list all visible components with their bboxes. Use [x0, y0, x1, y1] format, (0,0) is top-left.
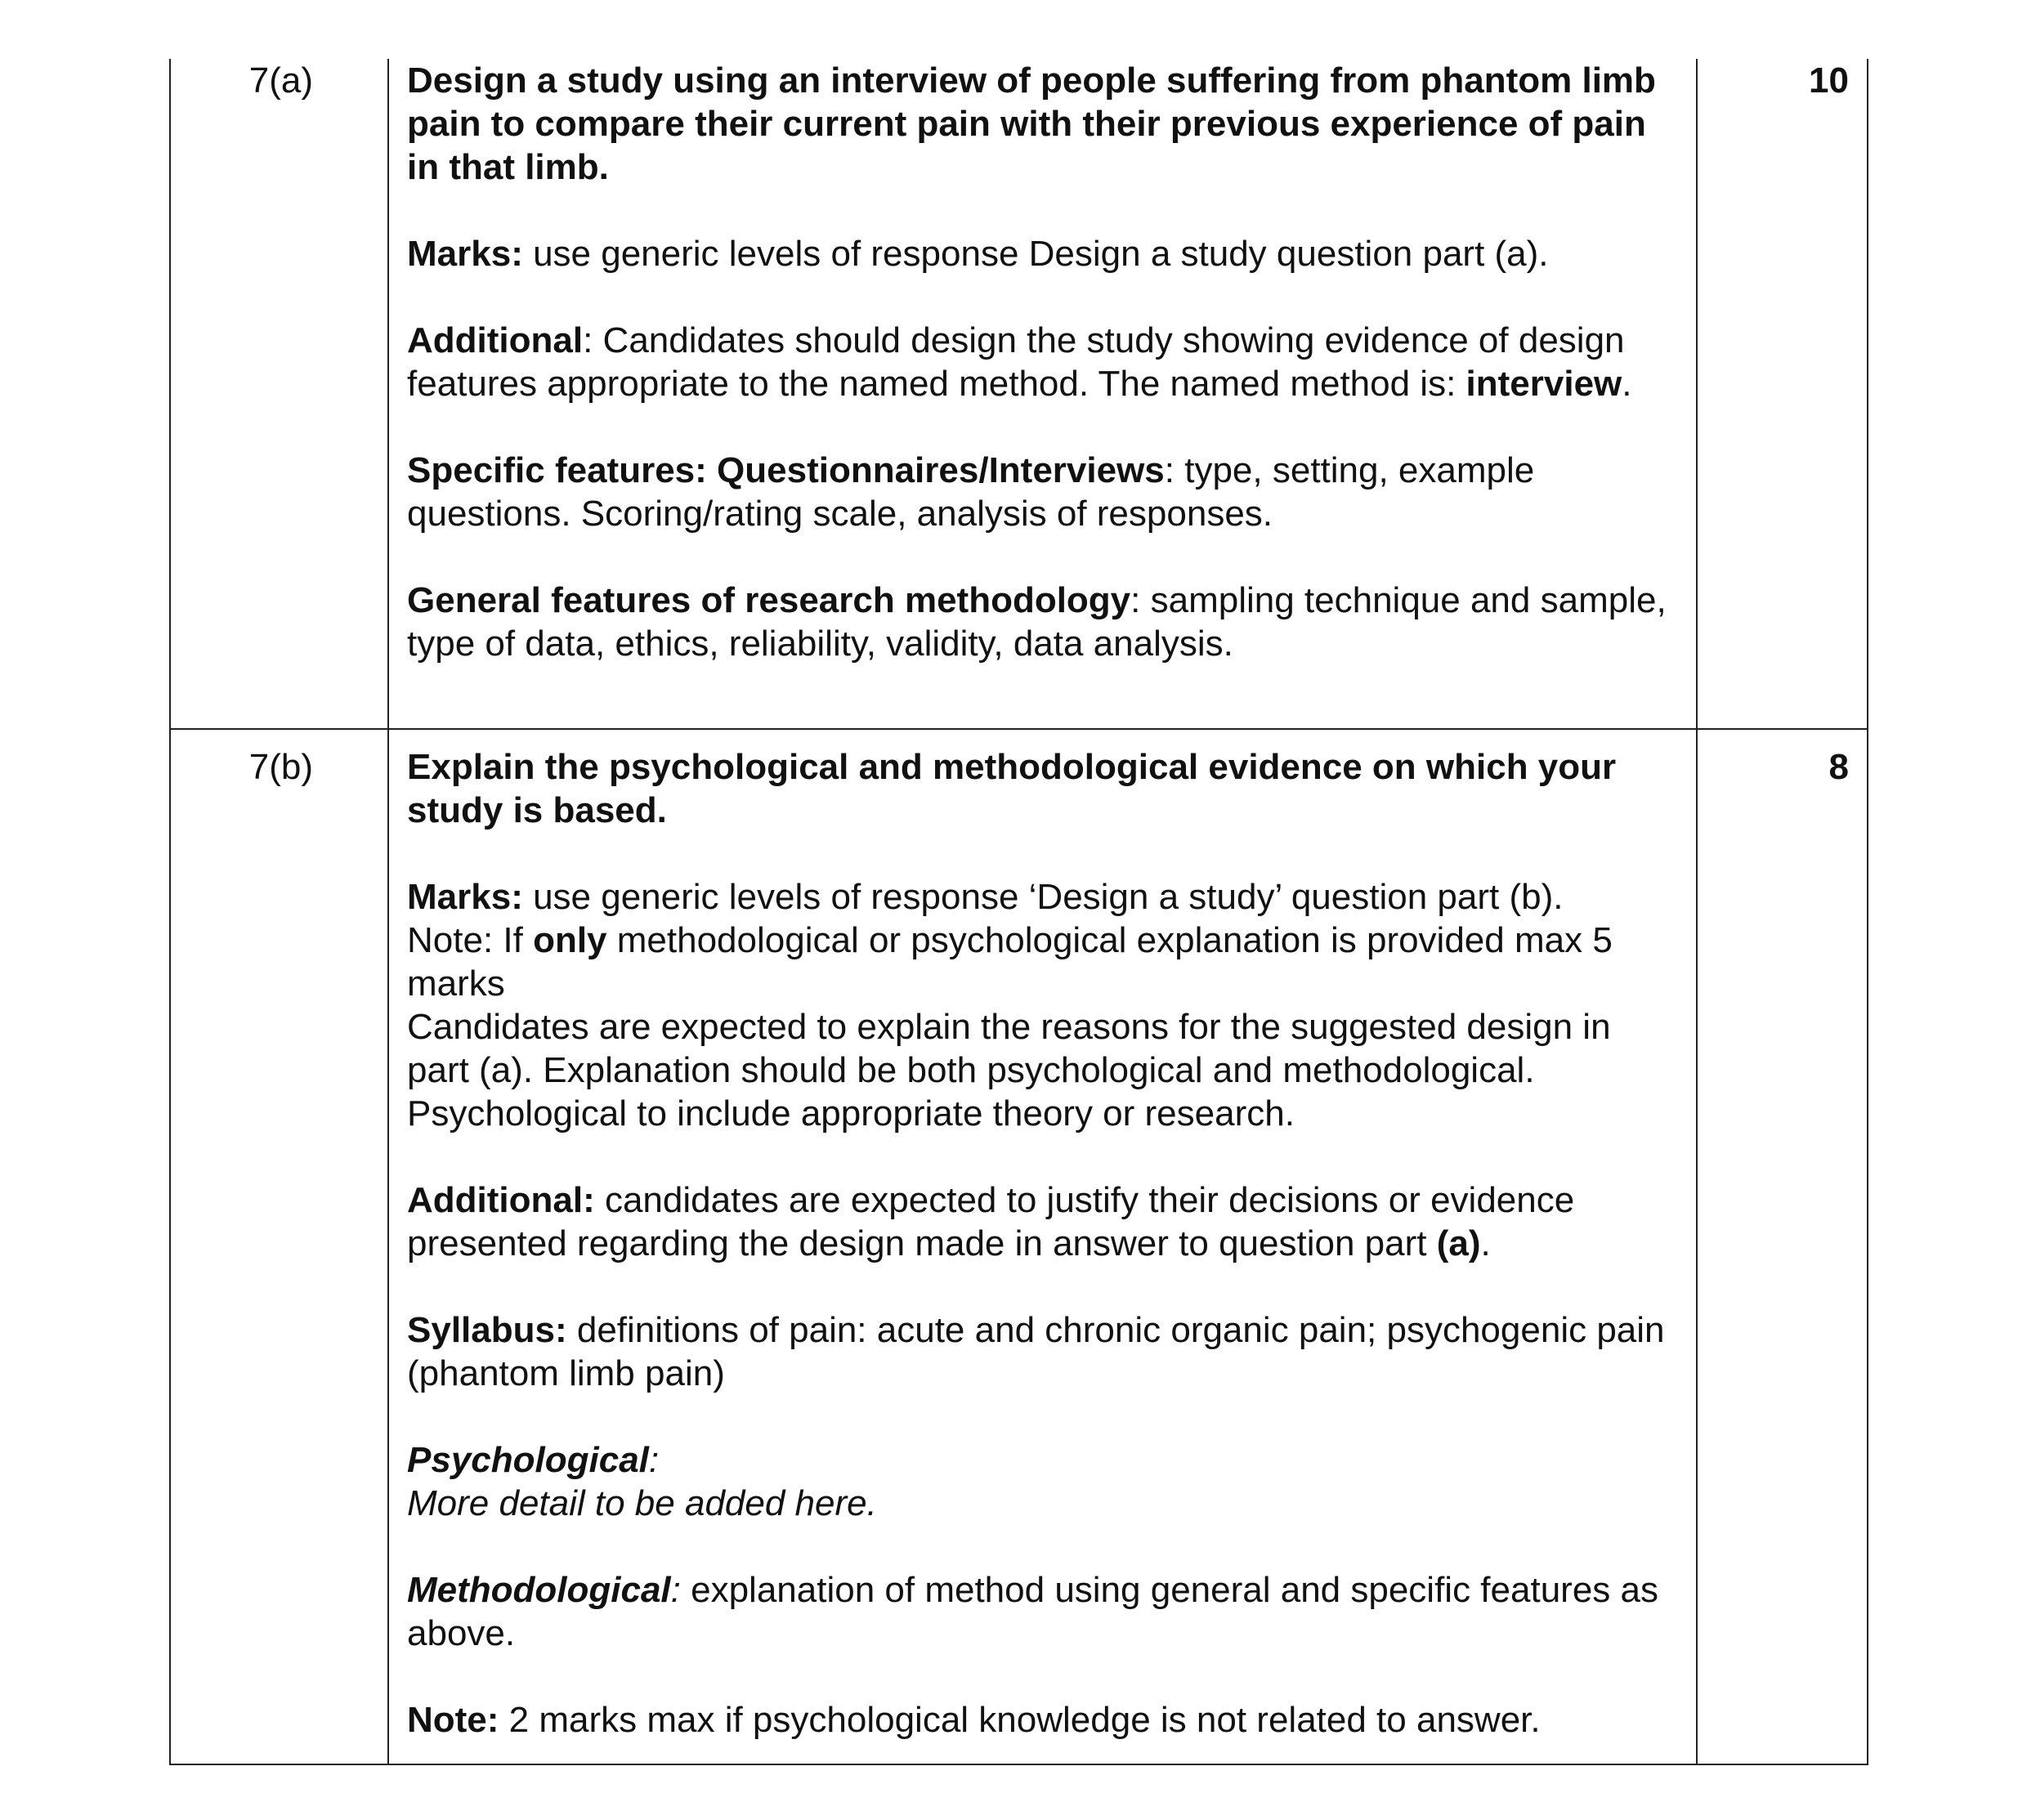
question-number-7b: 7(b) [248, 747, 313, 787]
additional-guidance-7b: Additional: candidates are expected to justify their decisions or evidence presented regarding the design made in answer to question part (a). [407, 1180, 1575, 1263]
methodological-section-7b: Methodological: explanation of method using general and specific features as above. [407, 1570, 1658, 1653]
column-divider-1 [387, 59, 389, 1765]
table-border-right [1867, 59, 1868, 1765]
table-border-bottom [169, 1764, 1868, 1765]
psychological-section-7b: Psychological: More detail to be added here. [407, 1440, 877, 1523]
answer-cell-7b [407, 745, 1682, 1742]
note-only-line: Note: If only methodological or psychological explanation is provided max 5 marks [407, 920, 1613, 1004]
row-divider [169, 728, 1868, 730]
mark-scheme-table [169, 59, 1868, 1765]
column-divider-2 [1696, 59, 1698, 1765]
question-prompt-7a: Design a study using an interview of people suffering from phantom limb pain to compare their current pain with their previous experience of pain in that limb. [407, 60, 1656, 187]
general-features-7a: General features of research methodology: sampling technique and sample, type of data, ethics, reliability, validity, data analysis. [407, 580, 1667, 664]
syllabus-7b: Syllabus: definitions of pain: acute and chronic organic pain; psychogenic pain (phantom limb pain) [407, 1310, 1665, 1393]
answer-cell-7a [407, 59, 1682, 665]
expected-explanation: Candidates are expected to explain the reasons for the suggested design in part (a). Explanation should be both psychological and methodological. Psychological to include appropriate theory or research. [407, 1007, 1611, 1134]
specific-features-7a: Specific features: Questionnaires/Interviews: type, setting, example questions. Scoring/rating scale, analysis of responses. [407, 450, 1535, 534]
table-border-left [169, 59, 171, 1765]
additional-guidance-7a: Additional: Candidates should design the study showing evidence of design features appropriate to the named method. The named method is: interview. [407, 320, 1632, 404]
question-number-7a: 7(a) [248, 60, 313, 101]
marks-value-7b: 8 [1828, 747, 1849, 787]
marks-value-7a: 10 [1809, 60, 1849, 101]
question-prompt-7b: Explain the psychological and methodological evidence on which your study is based. [407, 747, 1617, 830]
marks-guidance-7a: Marks: use generic levels of response Design a study question part (a). [407, 234, 1549, 274]
marks-guidance-7b: Marks: use generic levels of response ‘Design a study’ question part (b). Note: If only methodological or psychological explanation is provided max 5 marks Candidates are expected to explain the reasons for the suggested design in part (a). Explanation should be both psychological and methodological. Psychological to include appropriate theory or research. [407, 875, 1682, 1135]
final-note-7b: Note: 2 marks max if psychological knowledge is not related to answer. [407, 1700, 1541, 1740]
